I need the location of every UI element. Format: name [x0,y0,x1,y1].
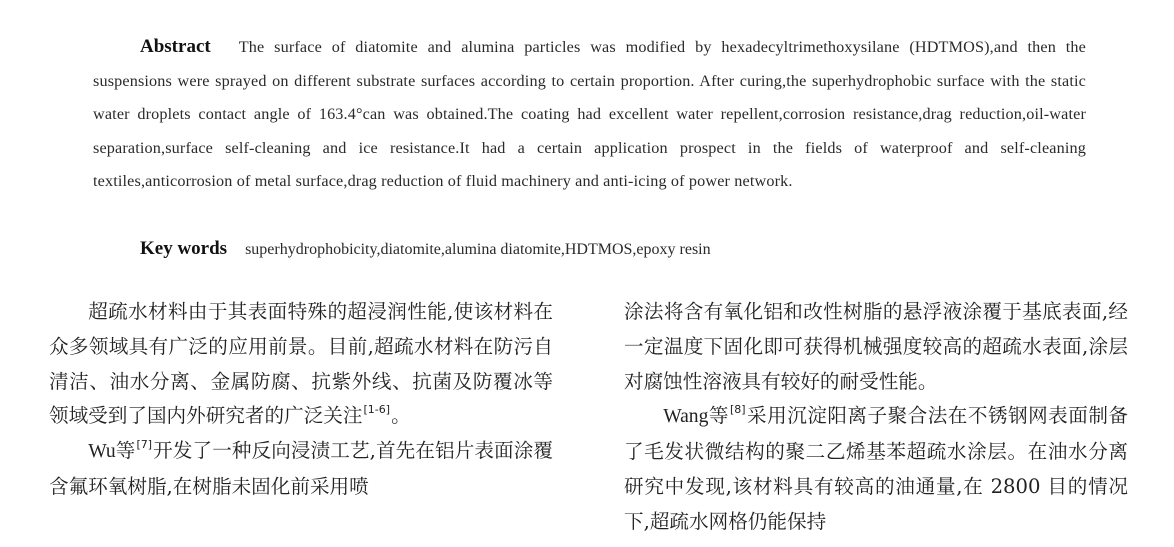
right-column [624,295,1128,540]
citation: [1-6] [363,403,391,417]
citation: [8] [729,403,746,417]
keywords-section [140,236,711,263]
author-name: Wang [663,406,709,428]
paragraph-text: 超疏水材料由于其表面特殊的超浸润性能,使该材料在众多领域具有广泛的应用前景。目前,超疏水材料在防污自清洁、油水分离、金属防腐、抗紫外线、抗菌及防覆冰等领域受到了国内外研究者的广泛关注 [49,300,553,428]
left-column [49,295,553,505]
paragraph [49,295,553,434]
keywords-label: Key words [140,238,228,259]
paragraph-text: 采用沉淀阳离子聚合法在不锈钢网表面制备了毛发状微结构的聚二乙烯基苯超疏水涂层。在油水分离研究中发现,该材料具有较高的油通量,在 2800 目的情况下,超疏水网格仍能保持 [624,404,1129,533]
abstract-text: The surface of diatomite and alumina particles was modified by hexadecyltrimethoxysilane (HDTMOS),and then the suspensions were sprayed on different substrate surfaces according to certain proportion. After curing,the superhydrophobic surface with the static water droplets contact angle of 163.4°can was obtained.The coating had excellent water repellent,corrosion resistance,drag reduction,oil-water separation,surface self-cleaning and ice resistance.It had a certain application prospect in the fields of waterproof and self-cleaning textiles,anticorrosion of metal surface,drag reduction of fluid machinery and anti-icing of power network. [93,38,1086,191]
abstract-section [93,30,1086,199]
paragraph [624,399,1128,539]
paragraph-tail: 。 [391,404,411,428]
paragraph [49,434,553,505]
paragraph-text: 开发了一种反向浸渍工艺,首先在铝片表面涂覆含氟环氧树脂,在树脂未固化前采用喷 [49,439,554,498]
abstract-label: Abstract [140,36,211,57]
author-suffix: 等 [708,404,729,428]
paragraph-text: 涂法将含有氧化铝和改性树脂的悬浮液涂覆于基底表面,经一定温度下固化即可获得机械强度较高的超疏水表面,涂层对腐蚀性溶液具有较好的耐受性能。 [624,300,1128,393]
paragraph [624,295,1128,399]
author-suffix: 等 [115,439,136,463]
keywords-text: superhydrophobicity,diatomite,alumina diatomite,HDTMOS,epoxy resin [245,241,711,258]
author-name: Wu [88,441,116,463]
citation: [7] [136,438,153,452]
